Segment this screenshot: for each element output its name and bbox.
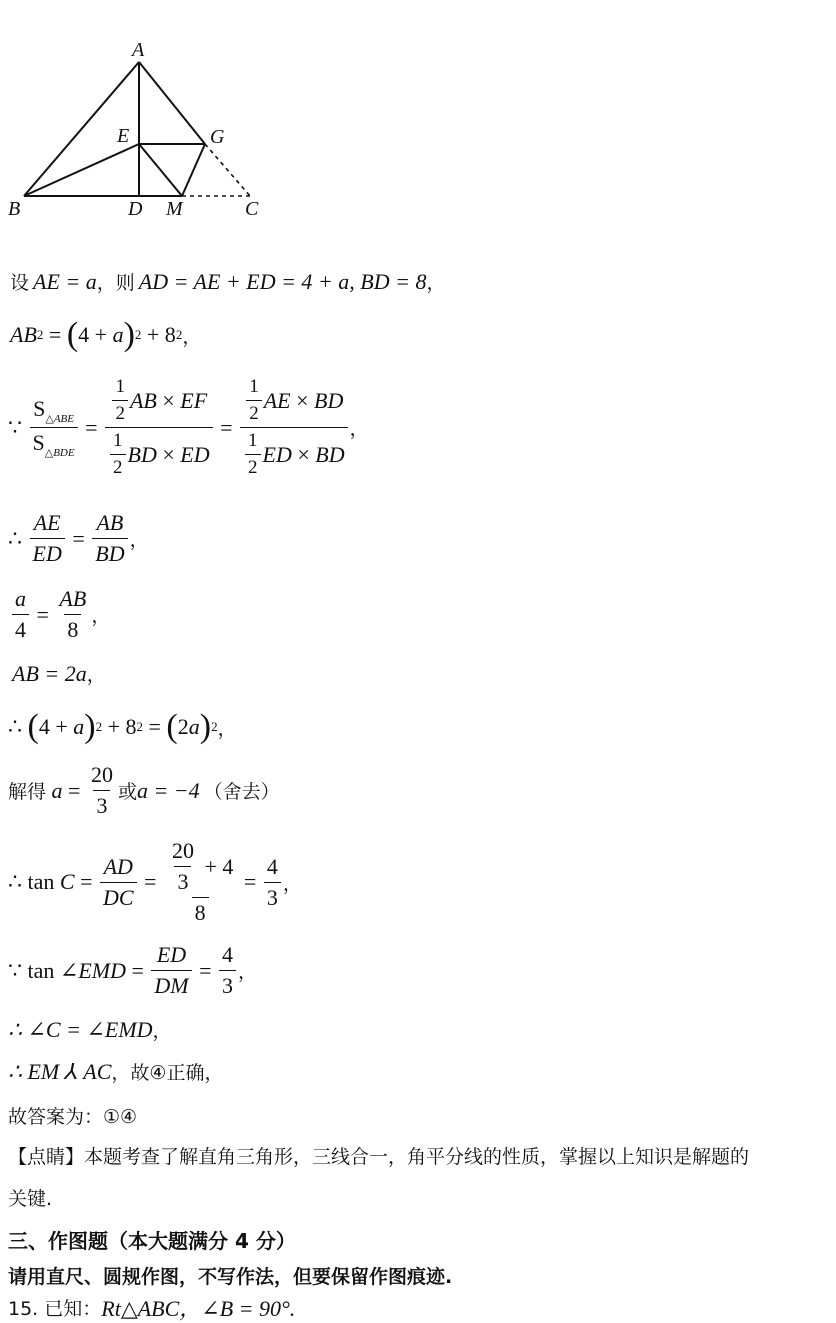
label-M: M bbox=[166, 198, 183, 220]
step-1: 设 AE = a ，则 AD = AE + ED = 4 + a, BD = 8 ， bbox=[10, 268, 446, 294]
triangle-diagram bbox=[0, 30, 290, 230]
segment-AG bbox=[139, 62, 205, 144]
step-12: ∴ EM ⅄ AC ，故④正确， bbox=[8, 1058, 224, 1084]
step-2: AB 2 = ( 4 + a ) 2 + 8 2 ， bbox=[10, 316, 202, 353]
label-E: E bbox=[117, 125, 130, 147]
section-instruction: 请用直尺、圆规作图，不写作法，但要保留作图痕迹. bbox=[8, 1266, 453, 1288]
segment-GC-dashed bbox=[205, 144, 250, 196]
step-4: ∴ $\frac{AE}{ED}$ = $\frac{AB}{BD}$ ， bbox=[8, 510, 149, 566]
segment-MG bbox=[182, 144, 205, 196]
step-8: 解得 a = $\frac{20}{3}$ 或 a = −4 （舍去） bbox=[8, 762, 280, 818]
label-D: D bbox=[128, 198, 143, 220]
answer-line: 故答案为：①④ bbox=[8, 1106, 138, 1128]
comment-line-2: 关键. bbox=[8, 1188, 53, 1210]
step-3: ∵ $\frac{S_{\triangle ABE}}{S_{\triangle BDE}}$ = $\frac{1}{2}$ AB × EF $\frac{1}{2}$ BD × ED = $\frac{1}{2}$ AE × BD $\frac{1}{2}$ ED × BD ， bbox=[8, 376, 369, 478]
diagram-dashed-lines bbox=[182, 144, 250, 196]
step-9: ∴ tan C = $\frac{AD}{DC}$ = $\frac{20}{3}$ + 4 8 = $\frac{4}{3}$ ， bbox=[8, 838, 302, 925]
segment-EM bbox=[139, 144, 182, 196]
diagram-lines bbox=[24, 62, 205, 196]
question-15: 15. 已知： Rt△ABC，∠B = 90°. bbox=[8, 1296, 296, 1321]
label-B: B bbox=[8, 198, 21, 220]
step-11: ∴ ∠C = ∠EMD ， bbox=[8, 1016, 172, 1042]
label-A: A bbox=[132, 39, 145, 61]
step-10: ∵ tan ∠EMD = $\frac{ED}{DM}$ = $\frac{4}{3}$ ， bbox=[8, 942, 258, 998]
comment-line-1: 【点睛】本题考查了解直角三角形，三线合一，角平分线的性质，掌握以上知识是解题的 bbox=[8, 1146, 750, 1168]
label-G: G bbox=[210, 126, 225, 148]
label-C: C bbox=[245, 198, 259, 220]
segment-BE bbox=[24, 144, 139, 196]
step-7: ∴ ( 4 + a ) 2 + 8 2 = ( 2 a ) 2 ， bbox=[8, 708, 237, 745]
step-6: AB = 2a ， bbox=[12, 660, 106, 686]
section-title: 三、作图题（本大题满分 4 分） bbox=[8, 1229, 296, 1253]
step-5: $\frac{a}{4}$ = $\frac{AB}{8}$ ， bbox=[10, 586, 110, 643]
